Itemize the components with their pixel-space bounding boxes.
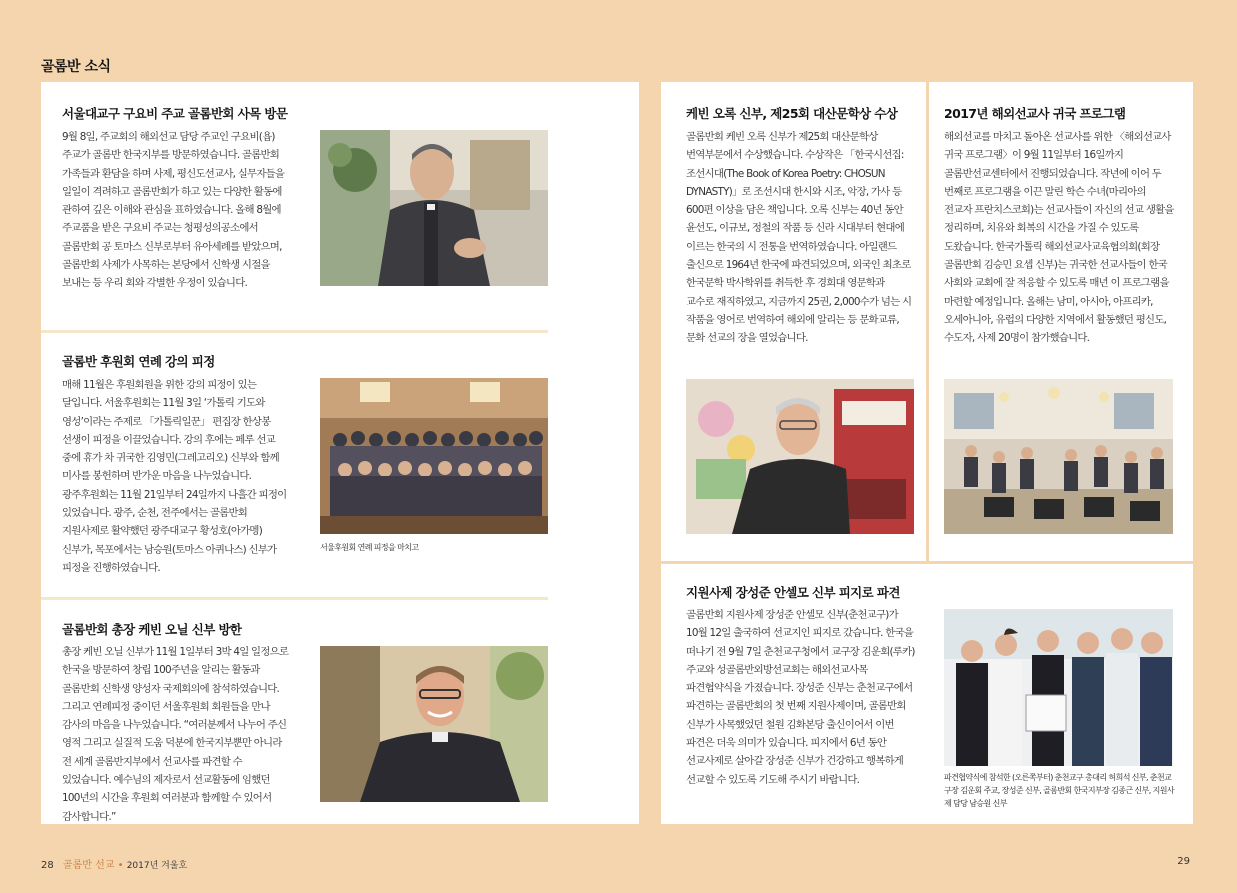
photo-kevin-orourke [686, 379, 914, 534]
article-title-general-visit: 골롬반회 총장 케빈 오닐 신부 방한 [62, 622, 242, 637]
page-number-right: 29 [1177, 856, 1190, 867]
divider-left-2 [41, 597, 548, 600]
footer-bullet: • [117, 860, 124, 871]
caption-retreat: 서울후원회 연례 피정을 마치고 [320, 543, 419, 552]
caption-fiji-agreement: 파견협약식에 참석한 (오른쪽부터) 춘천교구 총대리 허희석 신부, 춘천교구장 김운회 주교, 장성준 신부, 골롬반회 한국지부장 김종근 신부, 지원사제 담당 남승원 신부 [944, 773, 1175, 808]
divider-left-1 [41, 330, 548, 333]
photo-kevin-oneill [320, 646, 548, 802]
photo-returnee-meeting [944, 379, 1173, 534]
magazine-brand: 골롬반 선교 [62, 860, 115, 871]
issue-label: 2017년 겨울호 [126, 861, 188, 871]
article-title-returnee-program: 2017년 해외선교사 귀국 프로그램 [944, 106, 1126, 121]
article-body-award: 골롬반회 케빈 오록 신부가 제25회 대산문학상 번역부문에서 수상했습니다. 수상작은 「한국시선집: 조선시대(The Book of Korea Poetry: CHOSUN DYNASTY)」로 조선시대 한시와 시조, 악장, 가사 등 600편 이상을 담은 책입니다. 오록 신부는 40년 동안 윤선도, 이규보, 정철의 작품 등 신라 시대부터 현대에 이르는 한국의 시 전통을 번역하였습니다. 아일랜드 출신으로 1964년 한국에 파견되었으며, 외국인 최초로 한국문학 박사학위를 취득한 후 경희대 영문학과 교수로 재직하였고, 지금까지 25권, 2,000수가 넘는 시 작품을 영어로 번역하여 해외에 알리는 등 문화교류, 문화 선교의 장을 열었습니다. [686, 131, 912, 345]
article-body-bishop-visit: 9월 8일, 주교회의 해외선교 담당 주교인 구요비(욥) 주교가 골롬반 한국지부를 방문하였습니다. 골롬반회 가족들과 환담을 하며 사제, 평신도선교사, 실무자들을 일일이 격려하고 골롬반회가 하고 있는 다양한 활동에 관하여 깊은 이해와 관심을 표하였습니다. 올해 8월에 주교품을 받은 구요비 주교는 청평성의공소에서 골롬반회 공 토마스 신부로부터 유아세례를 받았으며, 골롬반회 사제가 사목하는 본당에서 신학생 시절을 보내는 등 우리 회와 각별한 우정이 있습니다. [62, 131, 285, 290]
divider-right-vertical [926, 82, 929, 562]
article-title-award: 케빈 오록 신부, 제25회 대산문학상 수상 [686, 106, 898, 121]
footer-left [41, 856, 187, 871]
page-number-left: 28 [41, 860, 54, 871]
article-title-bishop-visit: 서울대교구 구요비 주교 골롬반회 사목 방문 [62, 106, 288, 121]
article-body-fiji-mission: 골롬반회 지원사제 장성준 안셀모 신부(춘천교구)가 10월 12일 출국하여 선교지인 피지로 갔습니다. 한국을 떠나기 전 9월 7일 춘천교구청에서 교구장 김운회(루카) 주교와 성골롬반외방선교회는 해외선교사목 파견협약식을 가졌습니다. 장성준 신부는 춘천교구에서 파견하는 골롬반회의 첫 번째 지원사제이며, 골롬반회 신부가 사목했었던 철원 김화본당 출신이어서 이번 파견은 더욱 의미가 있습니다. 피지에서 6년 동안 선교사제로 살아갈 장성준 신부가 건강하고 행복하게 선교할 수 있도록 기도해 주시기 바랍니다. [686, 609, 915, 786]
section-title: 골롬반 소식 [41, 59, 111, 75]
photo-fiji-agreement [944, 609, 1173, 766]
article-body-general-visit: 총장 케빈 오닐 신부가 11월 1일부터 3박 4일 일정으로 한국을 방문하여 창립 100주년을 알리는 활동과 골롬반회 신학생 양성자 국제회의에 참석하였습니다. 그리고 연례피정 중이던 서울후원회 회원들을 만나 감사의 마음을 나누었습니다. “여러분께서 나누어 주신 영적 그리고 실질적 도움 덕분에 한국지부뿐만 아니라 전 세계 골롬반지부에서 선교사를 파견할 수 있었습니다. 예수님의 제자로서 선교활동에 임했던 100년의 시간을 후원회 여러분과 함께할 수 있어서 감사합니다.” [62, 646, 289, 823]
photo-retreat-group [320, 378, 548, 534]
article-title-retreat: 골롬반 후원회 연례 강의 피정 [62, 354, 215, 369]
article-body-retreat: 매해 11월은 후원회원을 위한 강의 피정이 있는 달입니다. 서울후원회는 11월 3일 ‘가톨릭 기도와 영성’이라는 주제로 「가톨릭일꾼」 편집장 한상봉 선생이 피정을 이끌었습니다. 강의 후에는 페루 선교 중에 휴가 차 귀국한 김영민(그레고리오) 신부와 함께 미사를 봉헌하며 반가운 마음을 나누었습니다. 광주후원회는 11월 21일부터 24일까지 나흘간 피정이 있었습니다. 광주, 순천, 전주에서는 골롬반회 지원사제로 활약했던 광주대교구 황성호(아가멩) 신부가, 목포에서는 남승원(토마스 아퀴나스) 신부가 피정을 진행하였습니다. [62, 379, 287, 574]
article-body-returnee-program: 해외선교를 마치고 돌아온 선교사를 위한 〈해외선교사 귀국 프로그램〉이 9월 11일부터 16일까지 골롬반선교센터에서 진행되었습니다. 작년에 이어 두 번째로 프로그램을 이끈 말린 학슨 수녀(마리아의 전교자 프란치스코회)는 선교사들이 자신의 선교 생활을 정리하며, 치유와 회복의 시간을 가질 수 있도록 도왔습니다. 한국가톨릭 해외선교사교육협의회(회장 골롬반회 김승민 요셉 신부)는 귀국한 선교사들이 한국 사회와 교회에 잘 적응할 수 있도록 매년 이 프로그램을 마련할 예정입니다. 올해는 남미, 아시아, 아프리카, 오세아니아, 유럽의 다양한 지역에서 활동했던 평신도, 수도자, 사제 20명이 참가했습니다. [944, 131, 1174, 345]
photo-bishop [320, 130, 548, 286]
article-title-fiji-mission: 지원사제 장성준 안셀모 신부 피지로 파견 [686, 585, 900, 600]
